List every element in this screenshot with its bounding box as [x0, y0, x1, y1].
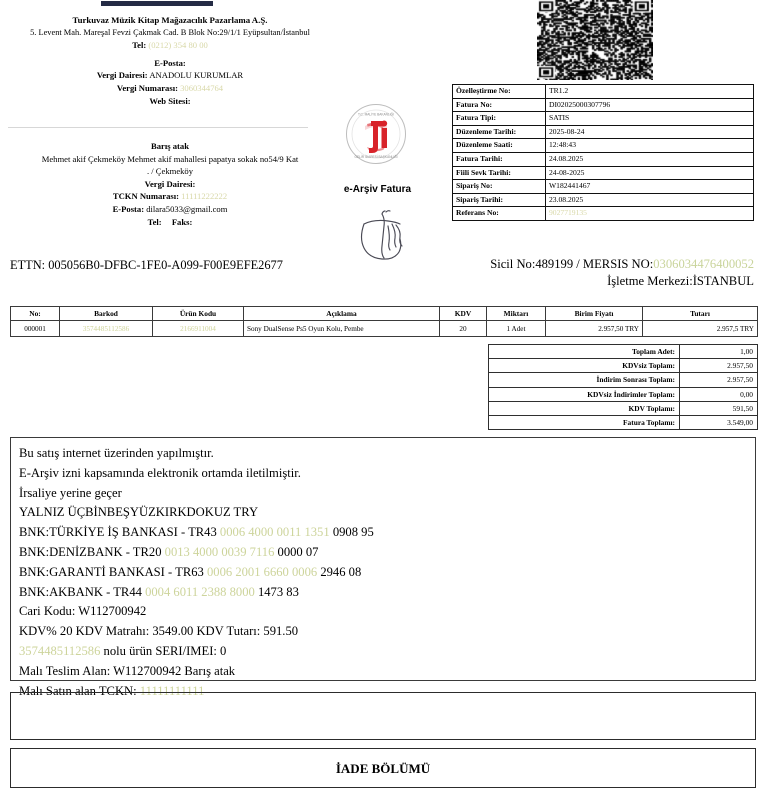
invoice-info-row — [453, 98, 754, 112]
invoice-info-value: 2025-08-24 — [546, 125, 754, 139]
item-urun-kodu: 2166911004 — [153, 321, 244, 337]
seller-taxno-value: 3060344764 — [180, 82, 224, 93]
note-line — [19, 484, 749, 504]
note-line — [19, 543, 749, 563]
invoice-info-row — [453, 207, 754, 221]
note-segment: 2946 08 — [320, 564, 362, 579]
buyer-address-line2: . / Çekmeköy — [146, 166, 194, 177]
items-table — [10, 306, 758, 337]
sicil-mersis-line — [490, 256, 754, 273]
item-birim-fiyat: 2.957,50 TRY — [546, 321, 643, 337]
items-col-barkod: Barkod — [60, 307, 153, 321]
note-segment: 3574485112586 — [19, 643, 101, 658]
note-line — [19, 642, 749, 662]
item-miktar: 1 Adet — [487, 321, 546, 337]
note-segment: BNK:DENİZBANK - TR20 — [19, 544, 165, 559]
items-col-birimfiyat: Birim Fiyatı — [546, 307, 643, 321]
totals-table — [488, 344, 758, 430]
totals-value: 2.957,50 — [680, 359, 758, 373]
item-aciklama: Sony DualSense Ps5 Oyun Kolu, Pembe — [244, 321, 440, 337]
invoice-info-row — [453, 112, 754, 126]
totals-row — [489, 359, 758, 373]
totals-key: KDV Toplamı: — [489, 401, 680, 415]
items-col-urunkodu: Ürün Kodu — [153, 307, 244, 321]
invoice-info-value: SATIS — [546, 112, 754, 126]
invoice-info-row — [453, 180, 754, 194]
seller-website-label: Web Sitesi: — [149, 95, 191, 106]
invoice-info-key: Düzenleme Tarihi: — [453, 125, 546, 139]
buyer-email-label: E-Posta: — [112, 203, 145, 214]
items-col-aciklama: Açıklama — [244, 307, 440, 321]
totals-key: KDVsiz İndirimler Toplam: — [489, 387, 680, 401]
seller-tel-row — [0, 39, 340, 52]
invoice-info-key: Sipariş Tarihi: — [453, 193, 546, 207]
note-segment: E-Arşiv izni kapsamında elektronik ortamda iletilmiştir. — [19, 465, 301, 480]
gib-logo-icon — [345, 103, 407, 165]
item-tutar: 2.957,5 TRY — [643, 321, 758, 337]
seller-name: Turkuvaz Müzik Kitap Mağazacılık Pazarlama A.Ş. — [72, 15, 268, 25]
items-col-no: No: — [11, 307, 60, 321]
iade-bolumu-title: İADE BÖLÜMÜ — [335, 761, 431, 776]
note-segment: BNK:AKBANK - TR44 — [19, 584, 146, 599]
invoice-info-row — [453, 125, 754, 139]
top-accent-bar — [101, 1, 213, 6]
buyer-address-line1: Mehmet akif Çekmeköy Mehmet akif mahallesi papatya sokak no54/9 Kat — [41, 153, 299, 164]
invoice-info-key: Fatura Tarihi: — [453, 152, 546, 166]
totals-key: Fatura Toplamı: — [489, 416, 680, 430]
note-segment: 0000 07 — [277, 544, 319, 559]
signature-image — [352, 206, 432, 262]
invoice-info-value: 24-08-2025 — [546, 166, 754, 180]
note-line — [19, 523, 749, 543]
invoice-info-row — [453, 193, 754, 207]
seller-email-label: E-Posta: — [154, 57, 186, 68]
invoice-info-value: TR1.2 — [546, 85, 754, 99]
buyer-tel-label: Tel: — [147, 216, 162, 227]
note-segment: 1473 83 — [257, 584, 299, 599]
empty-footer-box — [10, 692, 756, 740]
seller-web-row — [0, 95, 340, 108]
mersis-no: 0306034476400052 — [653, 257, 754, 271]
buyer-tel-row — [0, 216, 340, 229]
buyer-block — [0, 140, 340, 228]
seller-block — [0, 14, 340, 107]
seller-taxoffice-row — [0, 69, 340, 82]
totals-value: 0,00 — [680, 387, 758, 401]
invoice-info-key: Özelleştirme No: — [453, 85, 546, 99]
divider — [8, 127, 308, 128]
item-barkod: 3574485112586 — [60, 321, 153, 337]
note-segment: 11111111111 — [139, 683, 205, 698]
seller-taxoffice-label: Vergi Dairesi: — [96, 70, 148, 81]
note-line — [19, 602, 749, 622]
note-segment: 0004 6011 2388 8000 — [145, 584, 258, 599]
isletme-merkezi: İşletme Merkezi:İSTANBUL — [607, 273, 754, 288]
buyer-taxoffice-row — [0, 178, 340, 191]
totals-value: 1,00 — [680, 345, 758, 359]
seller-taxno-row — [0, 82, 340, 95]
note-segment: BNK:TÜRKİYE İŞ BANKASI - TR43 — [19, 525, 220, 540]
item-no: 000001 — [11, 321, 60, 337]
items-header-row — [11, 307, 758, 321]
note-line — [19, 444, 749, 464]
note-segment: 0908 95 — [332, 525, 374, 540]
invoice-info-key: Referans No: — [453, 207, 546, 221]
totals-key: Toplam Adet: — [489, 345, 680, 359]
seller-taxoffice-value: ANADOLU KURUMLAR — [149, 70, 244, 81]
qr-code — [537, 0, 653, 80]
totals-value: 591,50 — [680, 401, 758, 415]
note-line — [19, 622, 749, 642]
note-segment: BNK:GARANTİ BANKASI - TR63 — [19, 564, 207, 579]
totals-value: 2.957,50 — [680, 373, 758, 387]
seller-tel-value: (0212) 354 80 00 — [148, 40, 208, 51]
item-kdv: 20 — [440, 321, 487, 337]
totals-key: KDVsiz Toplam: — [489, 359, 680, 373]
note-segment: İrsaliye yerine geçer — [19, 485, 122, 500]
note-segment: 0006 4000 0011 1351 — [219, 525, 333, 540]
invoice-info-key: Fatura Tipi: — [453, 112, 546, 126]
items-col-kdv: KDV — [440, 307, 487, 321]
totals-value: 3.549,00 — [680, 416, 758, 430]
buyer-email-row — [0, 203, 340, 216]
note-segment: KDV% 20 KDV Matrahı: 3549.00 KDV Tutarı: 591.50 — [19, 624, 299, 639]
note-segment: 0006 2001 6660 0006 — [206, 564, 321, 579]
seller-tel-label: Tel: — [132, 40, 147, 51]
invoice-info-row — [453, 85, 754, 99]
totals-row — [489, 401, 758, 415]
invoice-info-value: 24.08.2025 — [546, 152, 754, 166]
invoice-info-row — [453, 139, 754, 153]
invoice-info-key: Fiili Sevk Tarihi: — [453, 166, 546, 180]
note-line — [19, 563, 749, 583]
table-row — [11, 321, 758, 337]
note-segment: Bu satış internet üzerinden yapılmıştır. — [19, 446, 214, 460]
seller-taxno-label: Vergi Numarası: — [116, 82, 178, 93]
buyer-taxoffice-label: Vergi Dairesi: — [144, 178, 196, 189]
buyer-tckn-label: TCKN Numarası: — [112, 191, 179, 202]
buyer-email-value: dilara5033@gmail.com — [146, 203, 228, 214]
note-segment: 0013 4000 0039 7116 — [164, 544, 278, 559]
iade-bolumu-box — [10, 748, 756, 788]
invoice-info-value: DI02025000307796 — [546, 98, 754, 112]
invoice-info-table — [452, 84, 754, 221]
registry-block — [490, 256, 754, 289]
note-segment: Cari Kodu: W112700942 — [19, 604, 147, 619]
sicil-prefix: Sicil No:489199 / MERSIS NO: — [490, 257, 654, 271]
buyer-name: Barış atak — [151, 141, 189, 151]
svg-text:GELİR İDARESİ BAŞKANLIĞI: GELİR İDARESİ BAŞKANLIĞI — [354, 155, 398, 159]
invoice-info-value: W182441467 — [546, 180, 754, 194]
invoice-info-row — [453, 166, 754, 180]
note-line — [19, 464, 749, 484]
note-line — [19, 583, 749, 603]
svg-text:T.C. MALİYE BAKANLIĞI: T.C. MALİYE BAKANLIĞI — [358, 112, 394, 117]
invoice-info-value: 9027719135 — [546, 207, 754, 221]
invoice-info-row — [453, 152, 754, 166]
totals-row — [489, 373, 758, 387]
items-col-tutar: Tutarı — [643, 307, 758, 321]
totals-row — [489, 345, 758, 359]
note-segment: YALNIZ ÜÇBİNBEŞYÜZKIRKDOKUZ TRY — [19, 505, 259, 520]
earsiv-fatura-label: e-Arşiv Fatura — [343, 184, 412, 195]
items-col-miktar: Miktarı — [487, 307, 546, 321]
invoice-info-value: 23.08.2025 — [546, 193, 754, 207]
seller-email-row — [0, 57, 340, 70]
note-line — [19, 503, 749, 523]
invoice-info-key: Düzenleme Saati: — [453, 139, 546, 153]
notes-box — [10, 437, 756, 698]
ettn-line: ETTN: 005056B0-DFBC-1FE0-A099-F00E9EFE2677 — [10, 258, 283, 272]
note-line — [19, 662, 749, 682]
totals-key: İndirim Sonrası Toplam: — [489, 373, 680, 387]
buyer-fax-label: Faks: — [171, 216, 193, 227]
invoice-info-key: Fatura No: — [453, 98, 546, 112]
buyer-tckn-row — [0, 190, 340, 203]
note-segment: Malı Satın alan TCKN: — [19, 683, 140, 698]
invoice-info-value: 12:48:43 — [546, 139, 754, 153]
buyer-tckn-value: 11111222222 — [181, 191, 228, 202]
note-segment: nolu ürün SERI/IMEI: 0 — [100, 643, 227, 658]
invoice-info-key: Sipariş No: — [453, 180, 546, 194]
note-segment: Malı Teslim Alan: W112700942 Barış atak — [19, 663, 236, 678]
totals-row — [489, 416, 758, 430]
totals-row — [489, 387, 758, 401]
seller-address: 5. Levent Mah. Mareşal Fevzi Çakmak Cad. B Blok No:29/1/1 Eyüpsultan/İstanbul — [30, 27, 310, 37]
